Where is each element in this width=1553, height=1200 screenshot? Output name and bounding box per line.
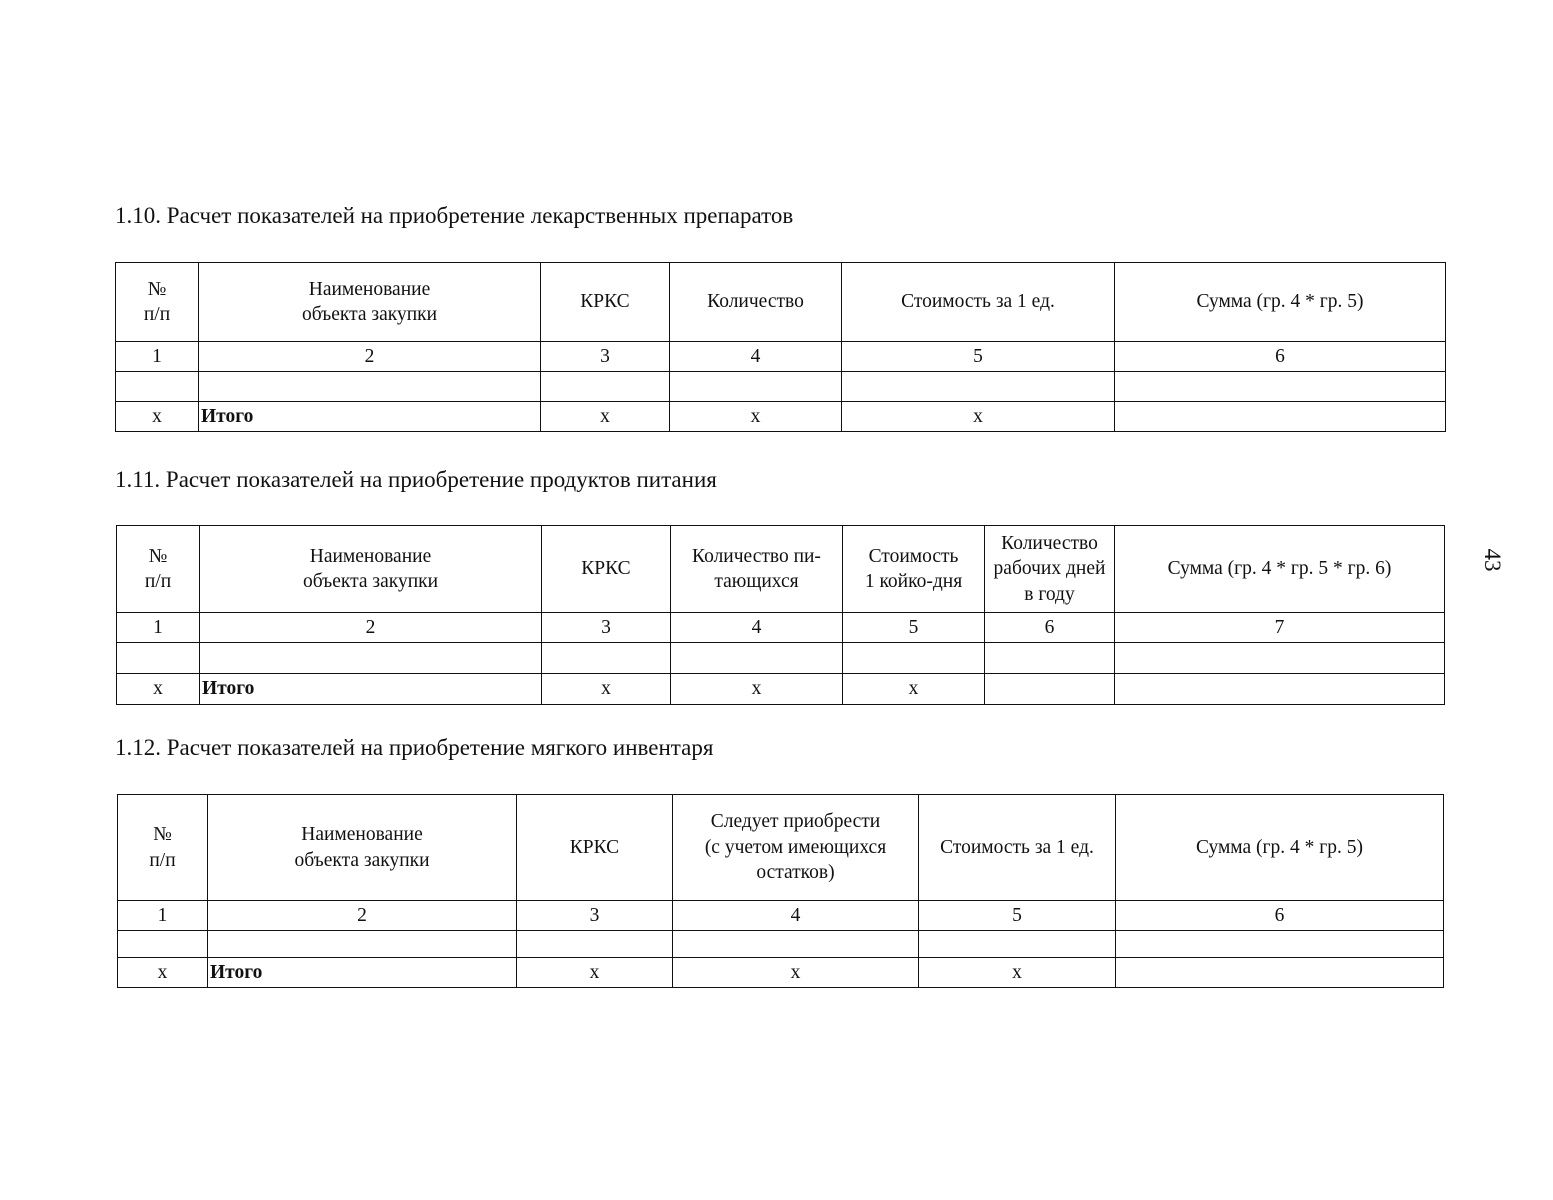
header-cell-item-name: Наименование объекта закупки — [208, 795, 517, 901]
table-row-total — [118, 958, 1444, 988]
total-label: Итого — [199, 402, 541, 432]
table-cell — [200, 643, 542, 674]
column-number-cell: 1 — [117, 613, 200, 643]
table-cell: х — [116, 402, 199, 432]
table-cell — [842, 372, 1115, 402]
column-number-cell: 2 — [199, 342, 541, 372]
table-cell — [673, 931, 919, 958]
header-cell-working-days: Количество рабочих дней в году — [985, 526, 1115, 613]
table-cell: х — [843, 674, 985, 705]
column-number-cell: 5 — [842, 342, 1115, 372]
header-cell-eaters-count: Количество пи- тающихся — [671, 526, 843, 613]
table-cell — [517, 931, 673, 958]
header-cell-to-purchase: Следует приобрести (с учетом имеющихся остатков) — [673, 795, 919, 901]
total-label: Итого — [208, 958, 517, 988]
table-cell: х — [671, 674, 843, 705]
header-cell-bed-day-cost: Стоимость 1 койко-дня — [843, 526, 985, 613]
page-number: 43 — [1480, 548, 1505, 572]
section-title-1-10: 1.10. Расчет показателей на приобретение лекарственных препаратов — [115, 203, 794, 228]
column-number-cell: 7 — [1115, 613, 1445, 643]
table-cell: х — [670, 402, 842, 432]
table-cell — [116, 372, 199, 402]
table-cell — [118, 931, 208, 958]
table-cell — [1115, 372, 1446, 402]
table-header-row — [117, 526, 1445, 613]
table-row-empty — [117, 643, 1445, 674]
header-cell-krks: КРКС — [542, 526, 671, 613]
column-number-cell: 4 — [671, 613, 843, 643]
column-number-row — [116, 342, 1446, 372]
column-number-cell: 3 — [541, 342, 670, 372]
column-number-cell: 5 — [843, 613, 985, 643]
table-cell — [1116, 931, 1444, 958]
table-cell — [985, 674, 1115, 705]
header-cell-number: № п/п — [116, 263, 199, 342]
table-cell — [541, 372, 670, 402]
table-row-total — [116, 402, 1446, 432]
table-header-row — [116, 263, 1446, 342]
column-number-cell: 1 — [118, 901, 208, 931]
section-title-1-11: 1.11. Расчет показателей на приобретение продуктов питания — [115, 467, 717, 492]
column-number-cell: 3 — [517, 901, 673, 931]
table-cell — [843, 643, 985, 674]
column-number-cell: 6 — [1116, 901, 1444, 931]
table-cell — [1115, 402, 1446, 432]
column-number-cell: 4 — [673, 901, 919, 931]
column-number-cell: 6 — [985, 613, 1115, 643]
table-medicines — [115, 262, 1446, 432]
header-cell-unit-cost: Стоимость за 1 ед. — [919, 795, 1116, 901]
header-cell-number: № п/п — [118, 795, 208, 901]
table-cell — [671, 643, 843, 674]
header-cell-sum: Сумма (гр. 4 * гр. 5) — [1116, 795, 1444, 901]
column-number-row — [118, 901, 1444, 931]
header-cell-krks: КРКС — [517, 795, 673, 901]
table-cell — [199, 372, 541, 402]
column-number-row — [117, 613, 1445, 643]
table-soft-inventory — [117, 794, 1444, 988]
table-cell: х — [842, 402, 1115, 432]
table-cell — [117, 643, 200, 674]
header-cell-sum: Сумма (гр. 4 * гр. 5) — [1115, 263, 1446, 342]
column-number-cell: 6 — [1115, 342, 1446, 372]
table-row-empty — [116, 372, 1446, 402]
header-cell-item-name: Наименование объекта закупки — [200, 526, 542, 613]
table-cell — [670, 372, 842, 402]
header-cell-quantity: Количество — [670, 263, 842, 342]
header-cell-number: № п/п — [117, 526, 200, 613]
header-cell-unit-cost: Стоимость за 1 ед. — [842, 263, 1115, 342]
table-cell — [1116, 958, 1444, 988]
column-number-cell: 3 — [542, 613, 671, 643]
table-cell: х — [673, 958, 919, 988]
column-number-cell: 2 — [200, 613, 542, 643]
column-number-cell: 4 — [670, 342, 842, 372]
table-cell: х — [542, 674, 671, 705]
table-cell: х — [117, 674, 200, 705]
column-number-cell: 5 — [919, 901, 1116, 931]
table-food-products — [116, 525, 1445, 705]
header-cell-sum: Сумма (гр. 4 * гр. 5 * гр. 6) — [1115, 526, 1445, 613]
section-title-1-12: 1.12. Расчет показателей на приобретение мягкого инвентаря — [115, 735, 714, 760]
table-cell — [985, 643, 1115, 674]
table-cell — [919, 931, 1116, 958]
table-cell: х — [517, 958, 673, 988]
table-header-row — [118, 795, 1444, 901]
table-row-empty — [118, 931, 1444, 958]
table-cell: х — [919, 958, 1116, 988]
table-cell — [1115, 674, 1445, 705]
column-number-cell: 1 — [116, 342, 199, 372]
table-cell — [208, 931, 517, 958]
table-cell — [1115, 643, 1445, 674]
header-cell-item-name: Наименование объекта закупки — [199, 263, 541, 342]
table-cell: х — [118, 958, 208, 988]
total-label: Итого — [200, 674, 542, 705]
table-cell: х — [541, 402, 670, 432]
header-cell-krks: КРКС — [541, 263, 670, 342]
table-row-total — [117, 674, 1445, 705]
column-number-cell: 2 — [208, 901, 517, 931]
table-cell — [542, 643, 671, 674]
